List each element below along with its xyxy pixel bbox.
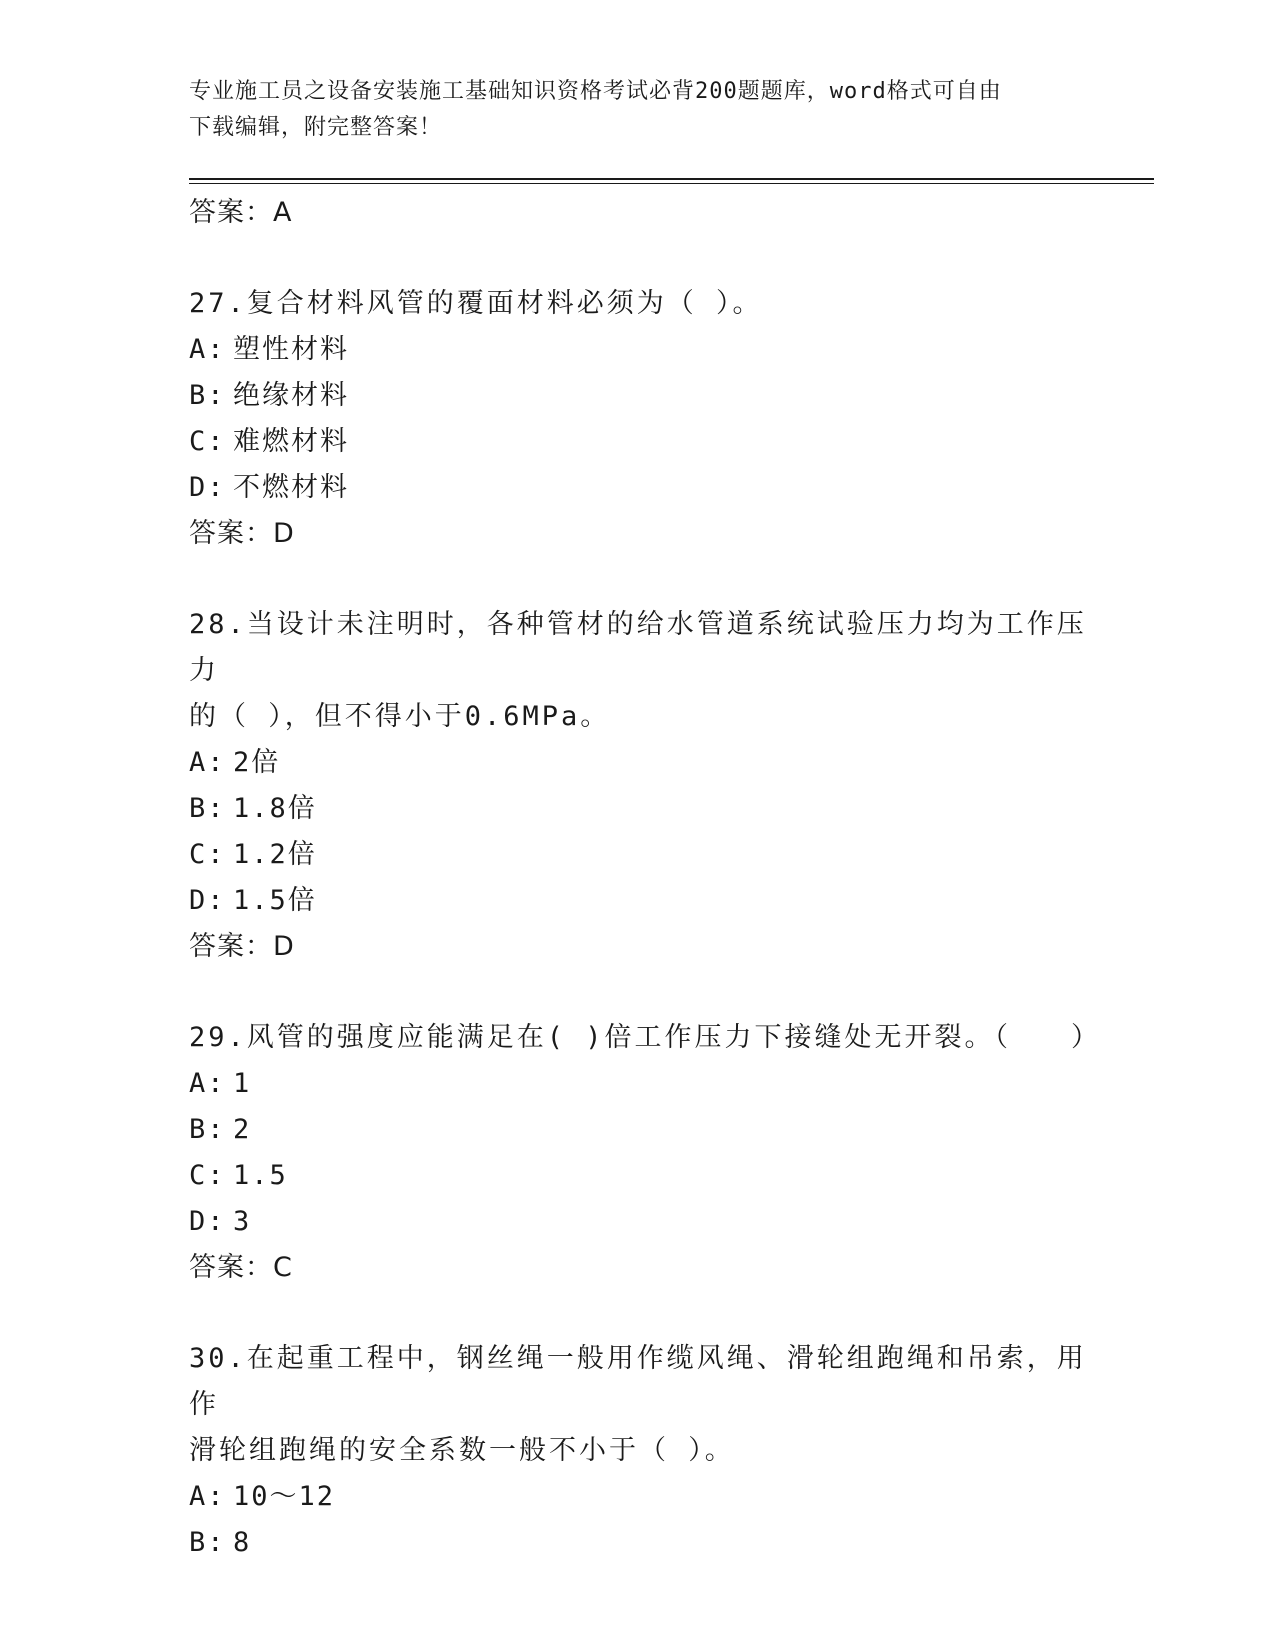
- option-d: [189, 878, 1089, 924]
- option-letter: D:: [189, 885, 226, 916]
- header-line-1: 专业施工员之设备安装施工基础知识资格考试必背200题题库，word格式可自由: [189, 79, 1002, 104]
- option-text: 10～12: [233, 1481, 336, 1512]
- question-29: [189, 1015, 1102, 1291]
- option-a: [189, 1061, 1089, 1107]
- answer: 答案：D: [189, 518, 295, 549]
- option-text: 1.8倍: [233, 793, 317, 824]
- option-text: 绝缘材料: [233, 380, 349, 411]
- option-text: 难燃材料: [233, 426, 349, 457]
- option-letter: B:: [189, 1114, 226, 1145]
- option-text: 1.5: [233, 1160, 288, 1191]
- question-text-continued: 滑轮组跑绳的安全系数一般不小于（ ）。: [189, 1435, 735, 1466]
- question-text: 27.复合材料风管的覆面材料必须为（ ）。: [189, 288, 763, 319]
- header-divider-thin: [189, 183, 1154, 184]
- option-b: [189, 786, 1089, 832]
- option-letter: C:: [189, 1160, 226, 1191]
- option-text: 1: [233, 1068, 252, 1099]
- option-letter: B:: [189, 793, 226, 824]
- option-letter: A:: [189, 334, 226, 365]
- option-text: 2倍: [233, 747, 281, 778]
- option-text: 3: [233, 1206, 252, 1237]
- option-letter: A:: [189, 1068, 226, 1099]
- header-line-2: 下载编辑，附完整答案！: [189, 115, 443, 140]
- option-letter: A:: [189, 1481, 226, 1512]
- option-text: 1.5倍: [233, 885, 317, 916]
- header-divider-thick: [189, 178, 1154, 180]
- option-text: 2: [233, 1114, 252, 1145]
- question-27: [189, 281, 1089, 557]
- option-letter: A:: [189, 747, 226, 778]
- option-text: 塑性材料: [233, 334, 349, 365]
- option-letter: D:: [189, 1206, 226, 1237]
- option-letter: B:: [189, 380, 226, 411]
- option-b: [189, 373, 1089, 419]
- option-a: [189, 740, 1089, 786]
- option-c: [189, 419, 1089, 465]
- option-c: [189, 1153, 1089, 1199]
- option-c: [189, 832, 1089, 878]
- option-letter: C:: [189, 839, 226, 870]
- option-b: [189, 1520, 1089, 1566]
- option-text: 8: [233, 1527, 252, 1558]
- option-d: [189, 1199, 1089, 1245]
- option-a: [189, 1474, 1089, 1520]
- answer: 答案：D: [189, 931, 295, 962]
- question-text-continued: 的（ ），但不得小于0.6MPa。: [189, 701, 611, 732]
- previous-answer: 答案：A: [189, 197, 293, 228]
- option-letter: D:: [189, 472, 226, 503]
- option-text: 不燃材料: [233, 472, 349, 503]
- question-30: [189, 1336, 1089, 1566]
- option-letter: C:: [189, 426, 226, 457]
- option-letter: B:: [189, 1527, 226, 1558]
- question-text: 29.风管的强度应能满足在( )倍工作压力下接缝处无开裂。（ ）: [189, 1022, 1102, 1053]
- question-28: [189, 602, 1089, 970]
- question-text: 28.当设计未注明时，各种管材的给水管道系统试验压力均为工作压力: [189, 609, 1087, 686]
- option-text: 1.2倍: [233, 839, 317, 870]
- answer: 答案：C: [189, 1252, 293, 1283]
- option-d: [189, 465, 1089, 511]
- option-b: [189, 1107, 1089, 1153]
- question-list: [189, 190, 1102, 1566]
- option-a: [189, 327, 1089, 373]
- document-header: [189, 74, 1089, 146]
- question-text: 30.在起重工程中，钢丝绳一般用作缆风绳、滑轮组跑绳和吊索，用作: [189, 1343, 1087, 1420]
